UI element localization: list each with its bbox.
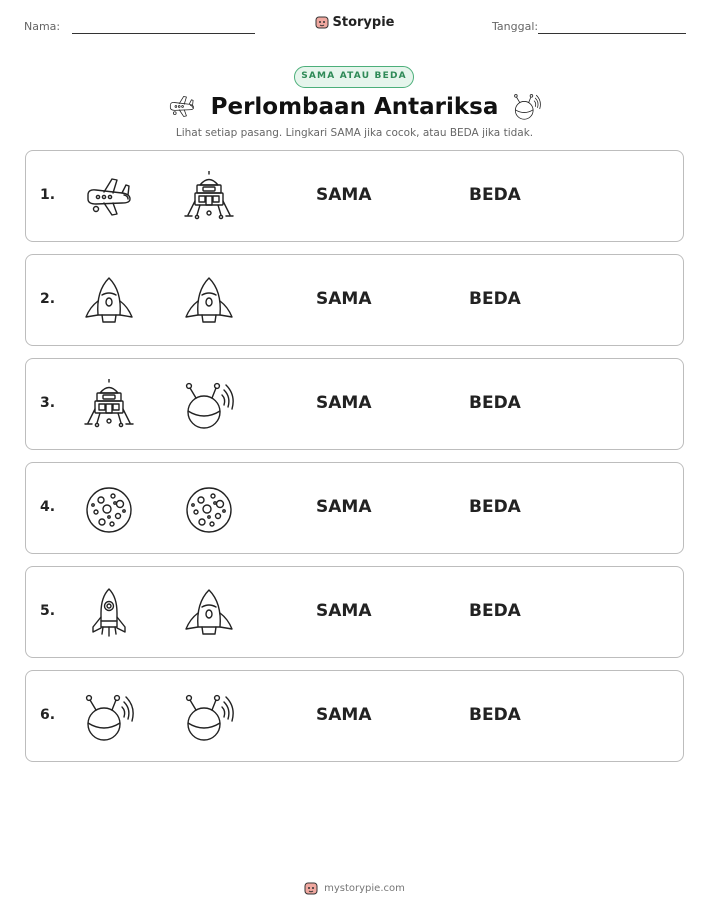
name-line[interactable] — [72, 33, 255, 34]
question-number: 6. — [40, 707, 56, 723]
question-number: 4. — [40, 499, 56, 515]
question-row-2 — [25, 254, 684, 346]
question-row-6 — [25, 670, 684, 762]
question-number: 3. — [40, 395, 56, 411]
different-option[interactable]: BEDA — [469, 497, 521, 517]
airplane-icon — [167, 92, 197, 122]
same-option[interactable]: SAMA — [316, 393, 372, 413]
footer-url[interactable]: mystorypie.com — [324, 882, 405, 894]
question-row-3 — [25, 358, 684, 450]
activity-badge: SAMA ATAU BEDA — [294, 66, 414, 88]
moon-icon — [182, 483, 236, 537]
question-number: 1. — [40, 187, 56, 203]
title-row — [0, 92, 709, 122]
lunar-lander-icon — [182, 171, 236, 225]
question-number: 5. — [40, 603, 56, 619]
brand — [0, 14, 709, 33]
page-title: Perlombaan Antariksa — [210, 94, 499, 120]
question-row-1 — [25, 150, 684, 242]
same-option[interactable]: SAMA — [316, 601, 372, 621]
slim-rocket-icon — [82, 587, 136, 641]
rocket-icon — [182, 587, 236, 641]
lunar-lander-icon — [82, 379, 136, 433]
different-option[interactable]: BEDA — [469, 601, 521, 621]
same-option[interactable]: SAMA — [316, 705, 372, 725]
question-number: 2. — [40, 291, 56, 307]
storypie-logo-icon — [315, 15, 329, 29]
same-option[interactable]: SAMA — [316, 289, 372, 309]
alien-planet-icon — [182, 691, 236, 745]
rocket-icon — [182, 275, 236, 329]
different-option[interactable]: BEDA — [469, 705, 521, 725]
brand-name: Storypie — [332, 14, 395, 30]
footer — [0, 880, 709, 899]
moon-icon — [82, 483, 136, 537]
alien-planet-icon — [82, 691, 136, 745]
same-option[interactable]: SAMA — [316, 185, 372, 205]
question-row-5 — [25, 566, 684, 658]
date-line[interactable] — [538, 33, 686, 34]
name-label: Nama: — [24, 20, 61, 33]
storypie-logo-icon — [304, 881, 318, 895]
question-row-4 — [25, 462, 684, 554]
different-option[interactable]: BEDA — [469, 289, 521, 309]
instructions: Lihat setiap pasang. Lingkari SAMA jika cocok, atau BEDA jika tidak. — [175, 127, 534, 139]
rocket-icon — [82, 275, 136, 329]
alien-planet-icon — [182, 379, 236, 433]
different-option[interactable]: BEDA — [469, 393, 521, 413]
different-option[interactable]: BEDA — [469, 185, 521, 205]
date-label: Tanggal: — [492, 20, 539, 33]
alien-planet-icon — [512, 92, 542, 122]
same-option[interactable]: SAMA — [316, 497, 372, 517]
airplane-icon — [82, 171, 136, 225]
